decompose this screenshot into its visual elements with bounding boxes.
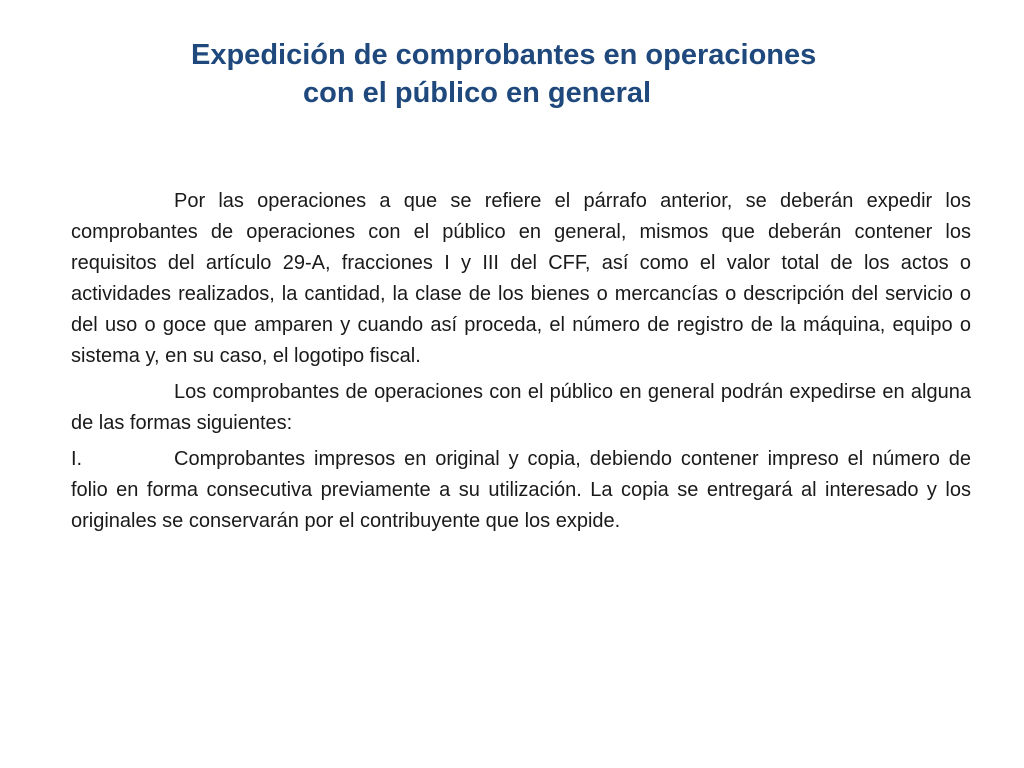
slide-title-line-2: con el público en general [303,77,652,109]
slide-title-line-1: Expedición de comprobantes en operaciones [191,39,817,71]
list-item-1-marker: I. [71,448,83,470]
body-paragraph-1: Por las operaciones a que se refiere el párrafo anterior, se deberán expedir los comprobantes de operaciones con el público en general, mismos que deberán contener los requisitos del artículo 29-A, fracciones I y III del CFF, así como el valor total de los actos o actividades realizados, la cantidad, la clase de los bienes o mercancías o descripción del servicio o del uso o goce que amparen y cuando así proceda, el número de registro de la máquina, equipo o sistema y, en su caso, el logotipo fiscal. [71,190,971,367]
list-item-1 [71,444,971,537]
slide-title [150,36,970,112]
list-item-1-text: Comprobantes impresos en original y copia, debiendo contener impreso el número de folio en forma consecutiva previamente a su utilización. La copia se entregará al interesado y los originales se conservarán por el contribuyente que los expide. [71,448,971,532]
body-paragraph-2: Los comprobantes de operaciones con el público en general podrán expedirse en alguna de las formas siguientes: [71,381,971,434]
slide-body [71,186,971,542]
